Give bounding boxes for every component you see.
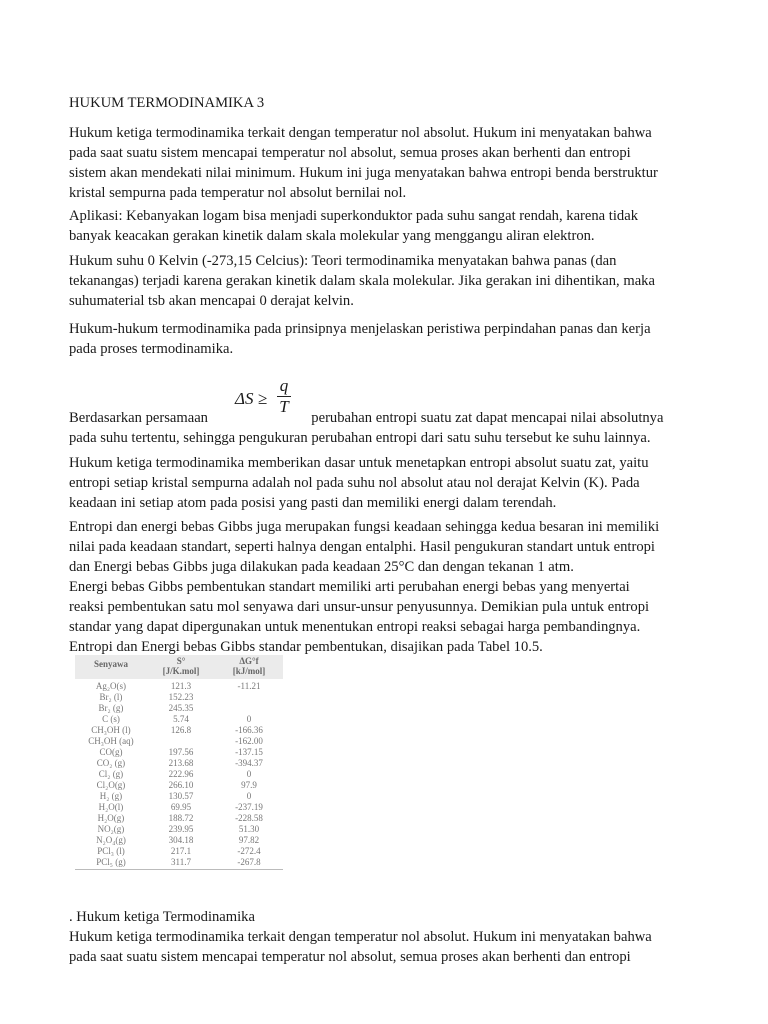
cell-compound: PCl₃ (l) — [97, 846, 125, 856]
cell-entropy: 217.1 — [170, 846, 192, 856]
text-line: pada suhu tertentu, sehingga pengukuran perubahan entropi dari satu suhu tersebut ke suhu lainnya. — [69, 430, 651, 446]
text-line: Hukum ketiga termodinamika terkait dengan temperatur nol absolut. Hukum ini menyatakan bahwa — [69, 929, 652, 945]
cell-gibbs: 0 — [246, 769, 252, 779]
paragraph-kelvin — [69, 453, 709, 513]
cell-gibbs: 0 — [246, 714, 252, 724]
text-line: nilai pada keadaan standart, seperti halnya dengan entalphi. Hasil pengukuran standart untuk entropi — [69, 539, 655, 555]
formula-text-after: perubahan entropi suatu zat dapat mencapai nilai absolutnya — [311, 410, 664, 426]
header-gibbs-unit: [kJ/mol] — [232, 666, 266, 676]
cell-entropy: 222.96 — [168, 769, 194, 779]
table-row — [75, 824, 283, 835]
table-row — [75, 857, 283, 868]
cell-entropy: 126.8 — [170, 725, 192, 735]
formula-text-before: Berdasarkan persamaan — [69, 410, 208, 426]
text-line: pada saat suatu sistem mencapai temperatur nol absolut, semua proses akan berhenti dan entropi — [69, 145, 631, 161]
cell-compound: C (s) — [102, 714, 120, 724]
cell-gibbs: -137.15 — [235, 747, 263, 757]
table-row — [75, 846, 283, 857]
cell-entropy: 188.72 — [168, 813, 194, 823]
text-line — [69, 408, 709, 428]
cell-entropy: 213.68 — [168, 758, 194, 768]
cell-compound: H₂ (g) — [99, 791, 123, 801]
table-row — [75, 780, 283, 791]
text-line: kristal sempurna pada temperatur nol absolut bernilai nol. — [69, 185, 407, 201]
table-row — [75, 692, 283, 703]
cell-entropy: 304.18 — [168, 835, 194, 845]
cell-entropy: 311.7 — [171, 857, 191, 867]
text-line: dan Energi bebas Gibbs juga dilakukan pada keadaan 25°C dan dengan tekanan 1 atm. — [69, 559, 574, 575]
text-line: entropi setiap kristal sempurna adalah nol pada suhu nol absolut atau nol derajat Kelvin (K). Pada — [69, 475, 640, 491]
text-line: Hukum ketiga termodinamika memberikan dasar untuk menetapkan entropi absolut suatu zat, yaitu — [69, 455, 649, 471]
cell-compound: Cl₂O(g) — [96, 780, 126, 790]
table-row — [75, 813, 283, 824]
cell-compound: Br₂ (l) — [99, 692, 123, 702]
cell-entropy: 130.57 — [168, 791, 194, 801]
paragraph-intro — [69, 123, 709, 203]
header-entropy-unit: [J/K.mol] — [162, 666, 200, 676]
paragraph-hukum-suhu — [69, 251, 709, 311]
cell-gibbs: 51.30 — [238, 824, 260, 834]
cell-entropy: 266.10 — [168, 780, 194, 790]
table-row — [75, 747, 283, 758]
cell-gibbs: -162.00 — [235, 736, 263, 746]
entropy-gibbs-table — [75, 655, 283, 865]
cell-gibbs: -228.58 — [235, 813, 263, 823]
table-row — [75, 681, 283, 692]
table-row — [75, 802, 283, 813]
text-line: pada saat suatu sistem mencapai temperatur nol absolut, semua proses akan berhenti dan entropi — [69, 949, 631, 965]
table-row — [75, 791, 283, 802]
cell-compound: CO₂ (g) — [96, 758, 126, 768]
paragraph-gibbs — [69, 517, 709, 657]
cell-compound: Ag₂O(s) — [95, 681, 127, 691]
formula-denominator: T — [279, 397, 289, 416]
cell-entropy: 152.23 — [168, 692, 194, 702]
text-line: tekanangas) terjadi karena gerakan kinetik dalam skala molekular. Jika gerakan ini dihentikan, maka — [69, 273, 655, 289]
cell-entropy: 121.3 — [170, 681, 192, 691]
paragraph-aplikasi — [69, 206, 709, 246]
cell-entropy: 69.95 — [170, 802, 192, 812]
cell-compound: CO(g) — [99, 747, 123, 757]
document-title: HUKUM TERMODINAMIKA 3 — [69, 95, 265, 111]
section-2-heading: . Hukum ketiga Termodinamika — [69, 909, 255, 925]
text-line: Energi bebas Gibbs pembentukan standart memiliki arti perubahan energi bebas yang menyertai — [69, 579, 630, 595]
cell-gibbs: -11.21 — [237, 681, 261, 691]
cell-compound: N₂O₄(g) — [96, 835, 126, 845]
cell-compound: PCl₅ (g) — [96, 857, 126, 867]
cell-compound: H₂O(l) — [98, 802, 124, 812]
text-line: Hukum suhu 0 Kelvin (-273,15 Celcius): Teori termodinamika menyatakan bahwa panas (dan — [69, 253, 617, 269]
cell-compound: Cl₂ (g) — [98, 769, 124, 779]
cell-entropy: 197.56 — [168, 747, 194, 757]
cell-entropy: 245.35 — [168, 703, 194, 713]
text-line: Aplikasi: Kebanyakan logam bisa menjadi superkonduktor pada suhu sangat rendah, karena tidak — [69, 208, 638, 224]
paragraph-prinsip — [69, 319, 709, 359]
cell-compound: Br₂ (g) — [98, 703, 124, 713]
cell-compound: H₂O(g) — [97, 813, 125, 823]
table-row — [75, 758, 283, 769]
text-line: standar yang dapat dipergunakan untuk menentukan entropi reaksi sebagai harga pembandingnya. — [69, 619, 641, 635]
section-2 — [69, 907, 709, 967]
table-row — [75, 714, 283, 725]
text-line: Entropi dan energi bebas Gibbs juga merupakan fungsi keadaan sehingga kedua besaran ini memiliki — [69, 519, 660, 535]
cell-entropy: 5.74 — [173, 714, 189, 724]
table-row — [75, 769, 283, 780]
cell-gibbs: -166.36 — [235, 725, 263, 735]
table-row — [75, 736, 283, 747]
header-senyawa: Senyawa — [93, 659, 128, 669]
formula-numerator: q — [279, 376, 289, 395]
cell-compound: NO₂(g) — [97, 824, 125, 834]
table-row — [75, 725, 283, 736]
header-gibbs: ΔG°f — [239, 656, 259, 666]
text-line: reaksi pembentukan satu mol senyawa dari unsur-unsur penyusunnya. Demikian pula untuk entropi — [69, 599, 650, 615]
paragraph-formula — [69, 408, 709, 448]
table-header — [75, 655, 283, 679]
cell-gibbs: -394.37 — [235, 758, 263, 768]
text-line: pada proses termodinamika. — [69, 341, 234, 357]
text-line: Hukum ketiga termodinamika terkait dengan temperatur nol absolut. Hukum ini menyatakan bahwa — [69, 125, 652, 141]
table-bottom-rule — [75, 869, 283, 870]
text-line: sistem akan mendekati nilai minimum. Hukum ini juga menyatakan bahwa entropi benda berstruktur — [69, 165, 658, 181]
text-line: Entropi dan Energi bebas Gibbs standar pembentukan, disajikan pada Tabel 10.5. — [69, 639, 543, 655]
cell-gibbs: 97.82 — [238, 835, 260, 845]
cell-compound: CH₃OH (aq) — [88, 736, 134, 746]
cell-gibbs: -267.8 — [237, 857, 261, 867]
cell-gibbs: -272.4 — [237, 846, 261, 856]
cell-gibbs: 97.9 — [241, 780, 257, 790]
table-row — [75, 703, 283, 714]
text-line: banyak keacakan gerakan kinetik dalam skala molekular yang menggangu aliran elektron. — [69, 228, 595, 244]
header-entropy: S° — [176, 656, 186, 666]
table-row — [75, 835, 283, 846]
cell-compound: CH₃OH (l) — [91, 725, 131, 735]
text-line: keadaan ini setiap atom pada posisi yang pasti dan memiliki energi dalam terendah. — [69, 495, 557, 511]
formula-lhs: ΔS ≥ — [235, 389, 268, 408]
cell-entropy: 239.95 — [168, 824, 194, 834]
text-line: suhumaterial tsb akan mencapai 0 derajat kelvin. — [69, 293, 354, 309]
cell-gibbs: 0 — [246, 791, 252, 801]
text-line: Hukum-hukum termodinamika pada prinsipnya menjelaskan peristiwa perpindahan panas dan kerja — [69, 321, 651, 337]
cell-gibbs: -237.19 — [235, 802, 263, 812]
